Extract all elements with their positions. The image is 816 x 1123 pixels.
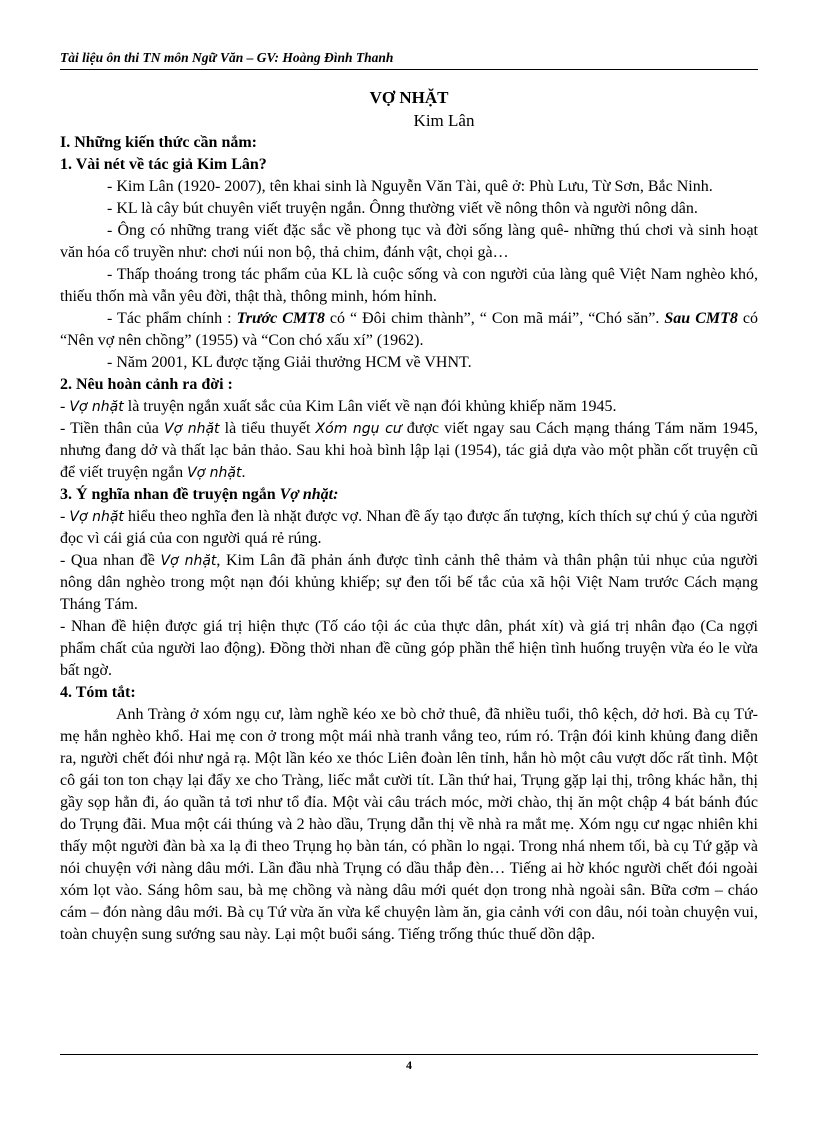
- italic-title: Vợ nhặt: [69, 399, 124, 415]
- paragraph-works: [60, 308, 758, 352]
- italic-title: Vợ nhặt: [187, 465, 242, 481]
- emphasis: Vợ nhặt:: [279, 486, 339, 503]
- paragraph: [60, 418, 758, 484]
- text: - Tiền thân của: [60, 420, 165, 437]
- italic-title: Vợ nhặt: [69, 509, 124, 525]
- paragraph: - KL là cây bút chuyên viết truyện ngắn. Ônng thường viết về nông thôn và người nông dân.: [107, 200, 698, 217]
- document-body: [60, 86, 758, 946]
- page-header: Tài liệu ôn thi TN môn Ngữ Văn – GV: Hoàng Đình Thanh: [60, 50, 758, 70]
- paragraph: - Kim Lân (1920- 2007), tên khai sinh là Nguyễn Văn Tài, quê ở: Phù Lưu, Từ Sơn, Bắc Ninh.: [107, 178, 713, 195]
- subheading-author: 1. Vài nét về tác giả Kim Lân?: [60, 156, 267, 173]
- author-name: Kim Lân: [413, 111, 475, 130]
- text: .: [241, 464, 246, 481]
- italic-title: Vợ nhặt: [160, 553, 217, 569]
- document-title: VỢ NHẶT: [369, 88, 449, 107]
- paragraph: - Ông có những trang viết đặc sắc về phong tục và đời sống làng quê- những thú chơi và sinh hoạt văn hóa cổ truyền như: chơi núi non bộ, thả chim, đánh vật, chọi gà…: [60, 222, 758, 261]
- italic-title: Xóm ngụ cư: [315, 421, 402, 437]
- subheading-title-meaning: [60, 484, 758, 506]
- text: được viết ngay sau Cách mạng tháng Tám năm 1945, nhưng đang dở và thất lạc bản thảo. Sau khi hoà bình lập lại (1954), tác giả dựa vào một phần cốt truyện cũ để viết truyện ngắn: [60, 420, 759, 481]
- summary-paragraph: Anh Tràng ở xóm ngụ cư, làm nghề kéo xe bò chở thuê, đã nhiều tuổi, thô kệch, dở hơi. Bà cụ Tứ- mẹ hắn nghèo khổ. Hai mẹ con ở trong một mái nhà tranh vắng teo, rúm ró. Trận đói kinh khủng đang diễn ra, người chết đói như ngả rạ. Một lần kéo xe thóc Liên đoàn lên tỉnh, hắn hò một câu vượt dốc rất tình. Một cô gái ton ton chạy lại đẩy xe cho Tràng, liếc mắt cười tít. Lần thứ hai, Trụng gặp lại thị, trông khác hẳn, thị gầy sọp hẳn đi, áo quần tả tơi như tổ đỉa. Một vài câu trách móc, mời chào, thị ăn một chập 4 bát bánh đúc do Trụng đãi. Mua một cái thúng và 2 hào dầu, Trụng dẫn thị về nhà ra mắt mẹ. Xóm ngụ cư ngạc nhiên khi thấy một người đàn bà xa lạ đi theo Trụng họ bàn tán, có phần lo ngại. Trong nhá nhem tối, bà cụ Tứ gặp và nói chuyện với nàng dâu mới. Lần đầu nhà Trụng có dầu thắp đèn… Tiếng ai hờ khóc người chết đói ngoài xóm lọt vào. Sáng hôm sau, bà mẹ chồng và nàng dâu mới quét dọn trong nhà ngoài sân. Bữa cơm – cháo cám – đón nàng dâu mới. Bà cụ Tứ vừa ăn vừa kể chuyện làm ăn, gia cảnh với con dâu, nói toàn chuyện vui, toàn chuyện sung sướng sau này. Lại một buổi sáng. Tiếng trống thúc thuế dồn dập.: [60, 706, 758, 943]
- emphasis: Sau CMT8: [664, 310, 738, 327]
- text: -: [60, 398, 70, 415]
- text: có “Nên vợ nên chồng” (1955) và “Con chó xấu xí” (1962).: [60, 310, 758, 349]
- text: 3. Ý nghĩa nhan đề truyện ngắn: [60, 486, 280, 503]
- paragraph: - Năm 2001, KL được tặng Giải thưởng HCM về VHNT.: [107, 354, 472, 371]
- emphasis: Trước CMT8: [236, 310, 325, 327]
- text: là truyện ngắn xuất sắc của Kim Lân viết về nạn đói khủng khiếp năm 1945.: [123, 398, 617, 415]
- footer-divider: [60, 1054, 758, 1055]
- section-heading-knowledge: I. Những kiến thức cần nắm:: [60, 134, 258, 151]
- italic-title: Vợ nhặt: [164, 421, 220, 437]
- page-number: 4: [406, 1058, 412, 1072]
- paragraph: [60, 550, 758, 616]
- text: hiểu theo nghĩa đen là nhặt được vợ. Nhan đề ấy tạo được ấn tượng, kích thích sự chú ý của người đọc vì cái giá của con người quá rẻ rúng.: [60, 508, 758, 547]
- subheading-context: 2. Nêu hoàn cảnh ra đời :: [60, 376, 233, 393]
- text: là tiểu thuyết: [219, 420, 316, 437]
- paragraph: - Thấp thoáng trong tác phẩm của KL là cuộc sống và con người của làng quê Việt Nam nghèo khó, thiếu thốn mà vẫn yêu đời, thật thà, thông minh, hóm hỉnh.: [60, 266, 758, 305]
- paragraph: [60, 396, 758, 418]
- text: , Kim Lân đã phản ánh được tình cảnh thê thảm và thân phận tủi nhục của người nông dân nghèo trong một nạn đói khủng khiếp; sự đen tối bế tắc của xã hội Việt Nam trước Cách mạng Tháng Tám.: [60, 552, 758, 613]
- text: có “ Đôi chim thành”, “ Con mã mái”, “Chó săn”.: [324, 310, 665, 327]
- paragraph: [60, 506, 758, 550]
- text: -: [60, 508, 70, 525]
- subheading-summary: 4. Tóm tắt:: [60, 684, 136, 701]
- text: - Tác phẩm chính :: [107, 310, 237, 327]
- paragraph: - Nhan đề hiện được giá trị hiện thực (Tố cáo tội ác của thực dân, phát xít) và giá trị nhân đạo (Ca ngợi phẩm chất của người lao động). Đồng thời nhan đề cũng góp phần thể hiện tình huống truyện vừa éo le vừa bất ngờ.: [60, 618, 758, 679]
- text: - Qua nhan đề: [60, 552, 161, 569]
